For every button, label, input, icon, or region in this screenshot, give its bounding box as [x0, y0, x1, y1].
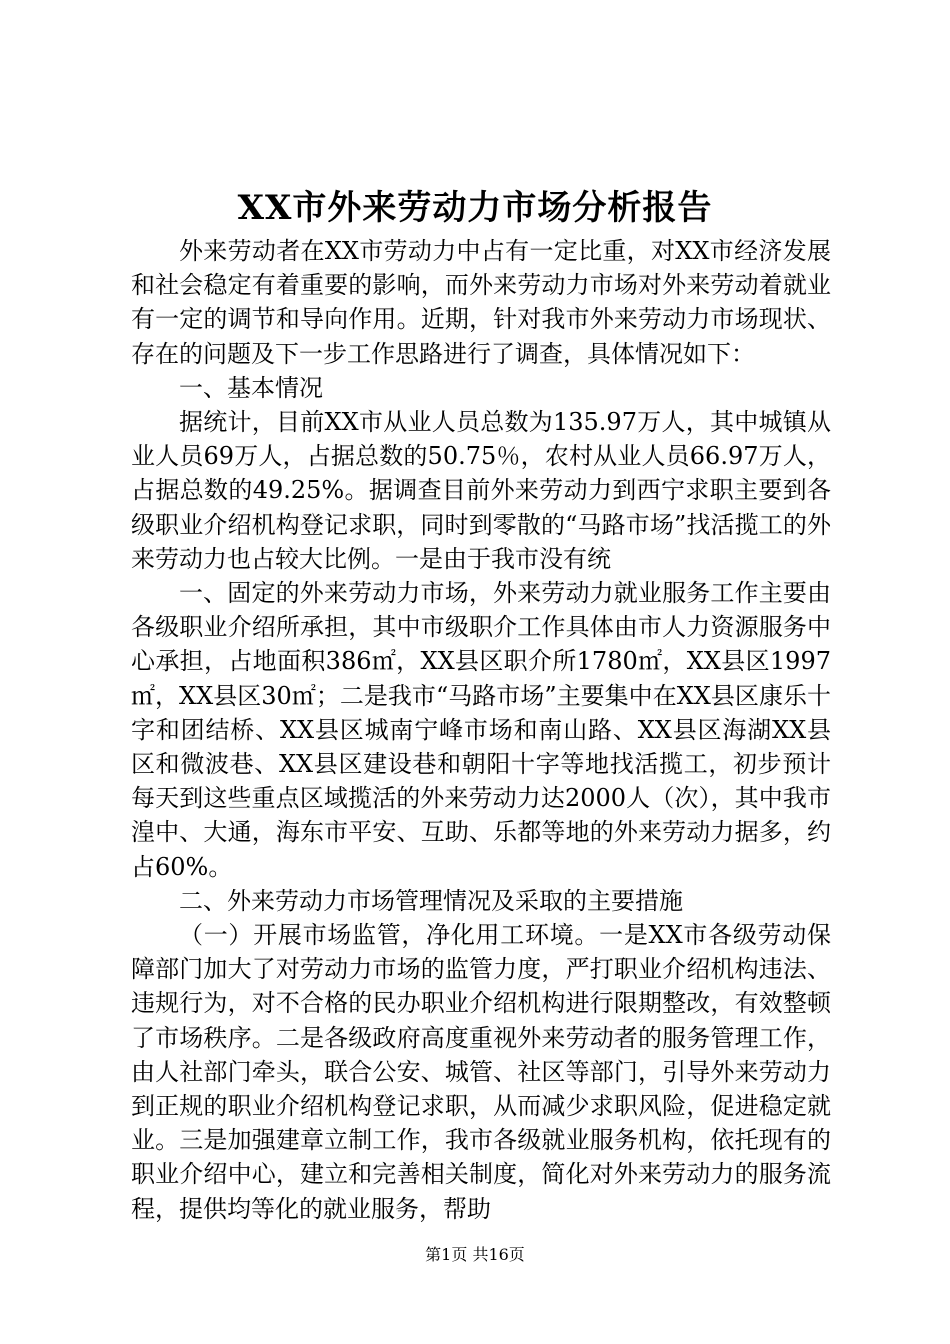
document-body — [131, 234, 831, 1226]
document-title: XX市外来劳动力市场分析报告 — [237, 188, 713, 228]
section-heading-basic: 一、基本情况 — [179, 373, 323, 402]
section-heading-management: 二、外来劳动力市场管理情况及采取的主要措施 — [179, 886, 683, 915]
paragraph-intro: 外来劳动者在XX市劳动力中占有一定比重，对XX市经济发展和社会稳定有着重要的影响，而外来劳动力市场对外来劳动着就业有一定的调节和导向作用。近期，针对我市外来劳动力市场现状、存在的问题及下一步工作思路进行了调查，具体情况如下： — [131, 237, 831, 368]
paragraph-supervision: （一）开展市场监管，净化用工环境。一是XX市各级劳动保障部门加大了对劳动力市场的监管力度，严打职业介绍机构违法、违规行为，对不合格的民办职业介绍机构进行限期整改，有效整顿了市场秩序。二是各级政府高度重视外来劳动者的服务管理工作，由人社部门牵头，联合公安、城管、社区等部门，引导外来劳动力到正规的职业介绍机构登记求职，从而减少求职风险，促进稳定就业。三是加强建章立制工作，我市各级就业服务机构，依托现有的职业介绍中心，建立和完善相关制度，简化对外来劳动力的服务流程，提供均等化的就业服务，帮助 — [131, 921, 831, 1223]
page-number-footer: 第1页 共16页 — [425, 1245, 525, 1264]
paragraph-statistics: 据统计，目前XX市从业人员总数为135.97万人，其中城镇从业人员69万人，占据总数的50.75％，农村从业人员66.97万人，占据总数的49.25%。据调查目前外来劳动力到西宁求职主要到各级职业介绍机构登记求职，同时到零散的“马路市场”找活揽工的外来劳动力也占较大比例。一是由于我市没有统 — [131, 408, 831, 573]
paragraph-market-locations: 一、固定的外来劳动力市场，外来劳动力就业服务工作主要由各级职业介绍所承担，其中市级职介工作具体由市人力资源服务中心承担，占地面积386㎡，XX县区职介所1780㎡，XX县区1997㎡，XX县区30㎡；二是我市“马路市场”主要集中在XX县区康乐十字和团结桥、XX县区城南宁峰市场和南山路、XX县区海湖XX县区和微波巷、XX县区建设巷和朝阳十字等地找活揽工，初步预计每天到这些重点区域揽活的外来劳动力达2000人（次），其中我市湟中、大通，海东市平安、互助、乐都等地的外来劳动力据多，约占60%。 — [131, 579, 831, 881]
